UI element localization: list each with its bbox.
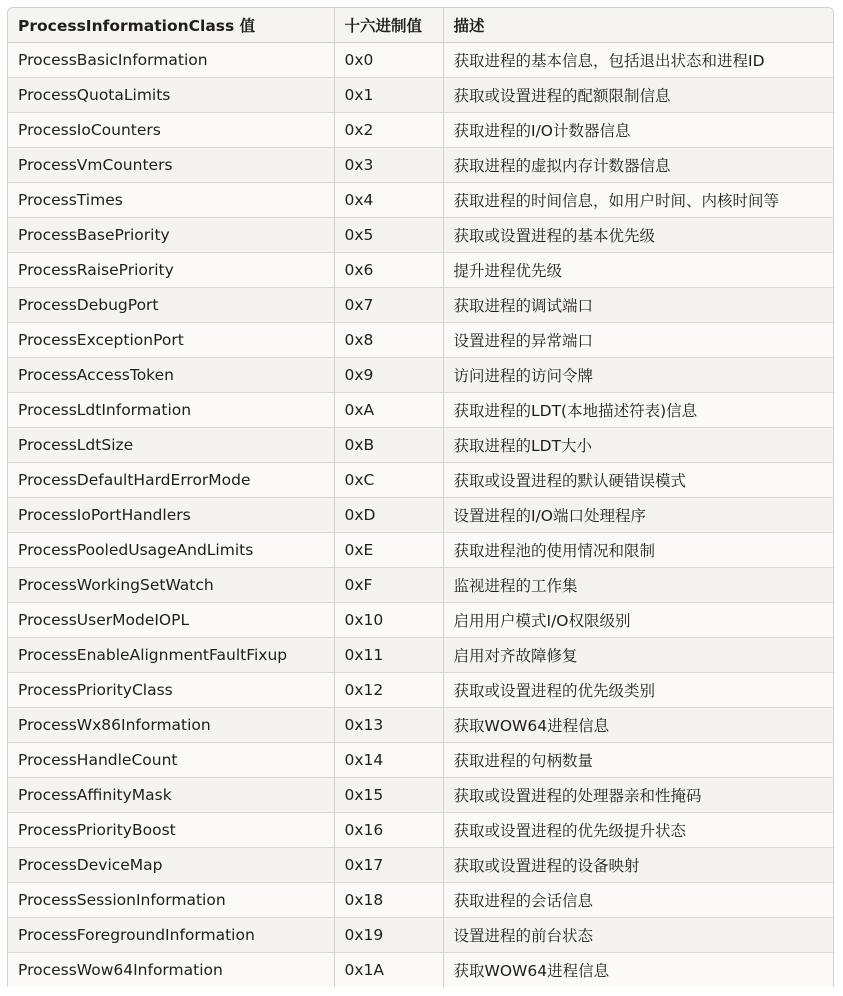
column-header-class-value: ProcessInformationClass 值 [8,8,334,43]
class-name-cell: ProcessForegroundInformation [8,918,334,953]
hex-value-cell: 0x18 [334,883,443,918]
table-row [8,428,833,463]
table-row [8,743,833,778]
description-cell: 获取进程的LDT大小 [443,428,833,463]
table-row [8,953,833,988]
hex-value-cell: 0x12 [334,673,443,708]
class-name-cell: ProcessExceptionPort [8,323,334,358]
class-name-cell: ProcessQuotaLimits [8,78,334,113]
process-information-class-table [7,7,834,987]
class-name-cell: ProcessBasicInformation [8,43,334,78]
description-cell: 获取进程的虚拟内存计数器信息 [443,148,833,183]
class-name-cell: ProcessWx86Information [8,708,334,743]
column-header-description: 描述 [443,8,833,43]
hex-value-cell: 0x10 [334,603,443,638]
hex-value-cell: 0x0 [334,43,443,78]
hex-value-cell: 0x4 [334,183,443,218]
hex-value-cell: 0xE [334,533,443,568]
data-table [8,8,833,987]
class-name-cell: ProcessHandleCount [8,743,334,778]
table-row [8,603,833,638]
hex-value-cell: 0x11 [334,638,443,673]
table-row [8,358,833,393]
class-name-cell: ProcessEnableAlignmentFaultFixup [8,638,334,673]
hex-value-cell: 0xC [334,463,443,498]
description-cell: 获取或设置进程的处理器亲和性掩码 [443,778,833,813]
table-row [8,883,833,918]
description-cell: 获取或设置进程的配额限制信息 [443,78,833,113]
description-cell: 获取进程的时间信息，如用户时间、内核时间等 [443,183,833,218]
description-cell: 获取进程的会话信息 [443,883,833,918]
class-name-cell: ProcessWow64Information [8,953,334,988]
description-cell: 获取或设置进程的设备映射 [443,848,833,883]
class-name-cell: ProcessRaisePriority [8,253,334,288]
table-row [8,778,833,813]
class-name-cell: ProcessAffinityMask [8,778,334,813]
description-cell: 获取或设置进程的优先级提升状态 [443,813,833,848]
table-row [8,253,833,288]
hex-value-cell: 0xD [334,498,443,533]
hex-value-cell: 0x7 [334,288,443,323]
class-name-cell: ProcessTimes [8,183,334,218]
hex-value-cell: 0x9 [334,358,443,393]
table-row [8,848,833,883]
hex-value-cell: 0x15 [334,778,443,813]
description-cell: 访问进程的访问令牌 [443,358,833,393]
description-cell: 获取WOW64进程信息 [443,708,833,743]
table-row [8,463,833,498]
description-cell: 获取或设置进程的默认硬错误模式 [443,463,833,498]
table-row [8,43,833,78]
class-name-cell: ProcessPriorityBoost [8,813,334,848]
description-cell: 获取进程的调试端口 [443,288,833,323]
description-cell: 获取进程的LDT(本地描述符表)信息 [443,393,833,428]
table-row [8,673,833,708]
class-name-cell: ProcessAccessToken [8,358,334,393]
hex-value-cell: 0x5 [334,218,443,253]
table-row [8,568,833,603]
description-cell: 获取进程的基本信息，包括退出状态和进程ID [443,43,833,78]
description-cell: 设置进程的I/O端口处理程序 [443,498,833,533]
class-name-cell: ProcessIoCounters [8,113,334,148]
hex-value-cell: 0xB [334,428,443,463]
description-cell: 提升进程优先级 [443,253,833,288]
class-name-cell: ProcessWorkingSetWatch [8,568,334,603]
class-name-cell: ProcessUserModeIOPL [8,603,334,638]
description-cell: 监视进程的工作集 [443,568,833,603]
table-row [8,708,833,743]
hex-value-cell: 0x6 [334,253,443,288]
hex-value-cell: 0x19 [334,918,443,953]
description-cell: 获取进程池的使用情况和限制 [443,533,833,568]
description-cell: 设置进程的前台状态 [443,918,833,953]
description-cell: 获取WOW64进程信息 [443,953,833,988]
hex-value-cell: 0x17 [334,848,443,883]
hex-value-cell: 0xF [334,568,443,603]
description-cell: 启用对齐故障修复 [443,638,833,673]
class-name-cell: ProcessPooledUsageAndLimits [8,533,334,568]
table-row [8,638,833,673]
class-name-cell: ProcessBasePriority [8,218,334,253]
hex-value-cell: 0x1 [334,78,443,113]
description-cell: 获取进程的句柄数量 [443,743,833,778]
table-body [8,43,833,988]
hex-value-cell: 0xA [334,393,443,428]
class-name-cell: ProcessDeviceMap [8,848,334,883]
hex-value-cell: 0x2 [334,113,443,148]
description-cell: 获取或设置进程的优先级类别 [443,673,833,708]
description-cell: 启用用户模式I/O权限级别 [443,603,833,638]
hex-value-cell: 0x14 [334,743,443,778]
table-header-row [8,8,833,43]
table-row [8,813,833,848]
class-name-cell: ProcessDefaultHardErrorMode [8,463,334,498]
class-name-cell: ProcessLdtSize [8,428,334,463]
table-row [8,323,833,358]
table-row [8,78,833,113]
table-row [8,393,833,428]
table-row [8,183,833,218]
description-cell: 获取或设置进程的基本优先级 [443,218,833,253]
table-row [8,113,833,148]
hex-value-cell: 0x1A [334,953,443,988]
class-name-cell: ProcessDebugPort [8,288,334,323]
class-name-cell: ProcessVmCounters [8,148,334,183]
hex-value-cell: 0x3 [334,148,443,183]
table-row [8,498,833,533]
table-row [8,148,833,183]
table-row [8,533,833,568]
class-name-cell: ProcessLdtInformation [8,393,334,428]
hex-value-cell: 0x16 [334,813,443,848]
table-row [8,218,833,253]
description-cell: 获取进程的I/O计数器信息 [443,113,833,148]
column-header-hex-value: 十六进制值 [334,8,443,43]
description-cell: 设置进程的异常端口 [443,323,833,358]
class-name-cell: ProcessPriorityClass [8,673,334,708]
table-row [8,288,833,323]
hex-value-cell: 0x8 [334,323,443,358]
class-name-cell: ProcessIoPortHandlers [8,498,334,533]
hex-value-cell: 0x13 [334,708,443,743]
class-name-cell: ProcessSessionInformation [8,883,334,918]
table-row [8,918,833,953]
